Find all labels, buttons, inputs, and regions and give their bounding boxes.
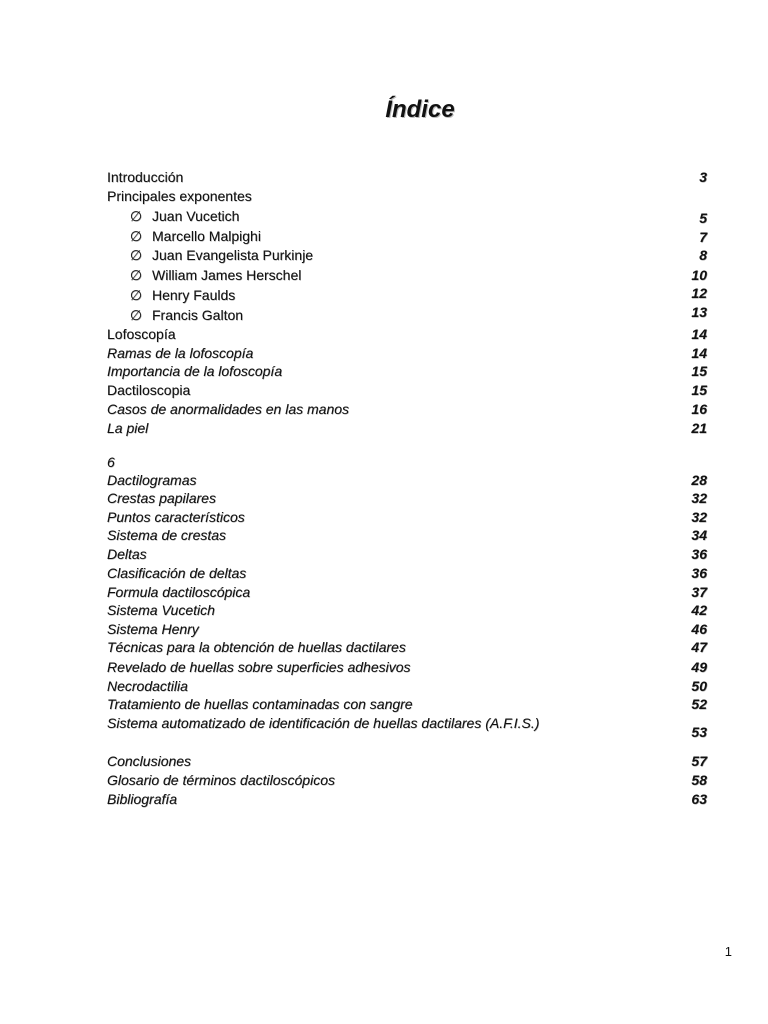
- toc-entry-label: William James Herschel: [152, 267, 302, 283]
- toc-entry-page: 21: [691, 420, 707, 436]
- empty-set-bullet-icon: ∅: [129, 247, 143, 263]
- toc-entry: [107, 695, 707, 714]
- toc-entry: [107, 508, 707, 527]
- toc-entry-label: Clasificación de deltas: [107, 565, 247, 581]
- toc-entry-page: 14: [691, 345, 707, 361]
- toc-entry-page: 12: [691, 285, 707, 301]
- empty-set-bullet-icon: ∅: [129, 287, 143, 303]
- toc-entry: [107, 583, 707, 602]
- toc-entry: [107, 344, 707, 363]
- toc-entry-page: 50: [691, 678, 707, 694]
- toc-entry-label: Puntos característicos: [107, 509, 245, 525]
- toc-entry-label: Conclusiones: [107, 753, 192, 769]
- empty-set-bullet-icon: ∅: [129, 307, 143, 323]
- toc-entry: [107, 677, 707, 696]
- toc-subentry: [107, 207, 707, 226]
- toc-entry-page: 10: [691, 267, 707, 283]
- toc-entry-label: Sistema automatizado de identificación de huellas dactilares (A.F.I.S.): [107, 715, 540, 731]
- toc-entry-page: 32: [691, 490, 707, 506]
- toc-entry-page: 16: [691, 401, 707, 417]
- toc-entry-page: 37: [691, 584, 707, 600]
- toc-entry: [107, 658, 707, 677]
- toc-entry-label: Principales exponentes: [107, 188, 252, 204]
- toc-entry-page: 7: [699, 229, 707, 245]
- toc-entry: [107, 400, 707, 419]
- toc-subentry: [107, 266, 707, 285]
- toc-entry-page: 14: [691, 326, 707, 342]
- toc-entry-label: Formula dactiloscópica: [107, 584, 251, 600]
- toc-entry: [107, 381, 707, 400]
- toc-entry: [107, 362, 707, 381]
- page-title: Índice: [385, 96, 455, 123]
- toc-entry: [107, 714, 707, 740]
- toc-entry-label: Marcello Malpighi: [152, 228, 261, 244]
- toc-entry-label: Introducción: [107, 169, 184, 185]
- toc-entry-page: 63: [691, 791, 707, 807]
- toc-entry-label: La piel: [107, 420, 149, 436]
- toc-entry: [107, 489, 707, 508]
- toc-entry-page: 28: [691, 472, 707, 488]
- toc-entry: [107, 771, 707, 790]
- toc-entry-page: 52: [691, 696, 707, 712]
- toc-entry-page: 32: [691, 509, 707, 525]
- toc-subentry: [107, 306, 707, 325]
- toc-entry-page: 5: [699, 210, 707, 226]
- toc-entry-label: Casos de anormalidades en las manos: [107, 401, 350, 417]
- toc-entry-label: Importancia de la lofoscopía: [107, 363, 283, 379]
- toc-entry-page: 49: [691, 659, 707, 675]
- toc-subentry: [107, 246, 707, 265]
- toc-entry: [107, 187, 707, 206]
- toc-entry-label: Tratamiento de huellas contaminadas con sangre: [107, 696, 413, 712]
- toc-entry-label: Juan Vucetich: [152, 208, 240, 224]
- toc-entry-label: Revelado de huellas sobre superficies adhesivos: [107, 659, 411, 675]
- toc-entry-page: 42: [691, 602, 707, 618]
- toc-entry: [107, 545, 707, 564]
- toc-entry-page: 8: [699, 247, 707, 263]
- toc-entry-label: 6: [107, 454, 115, 470]
- toc-entry: [107, 638, 707, 657]
- toc-entry: [107, 564, 707, 583]
- empty-set-bullet-icon: ∅: [129, 208, 143, 224]
- toc-entry: [107, 453, 707, 472]
- toc-entry-label: Lofoscopía: [107, 326, 176, 342]
- toc-entry: [107, 419, 707, 438]
- toc-entry-label: Necrodactilia: [107, 678, 188, 694]
- toc-entry-page: 46: [691, 621, 707, 637]
- toc-entry-page: 36: [691, 546, 707, 562]
- toc-entry-label: Sistema Vucetich: [107, 602, 215, 618]
- toc-entry-page: 36: [691, 565, 707, 581]
- toc-entry-label: Henry Faulds: [152, 287, 236, 303]
- toc-entry-label: Deltas: [107, 546, 147, 562]
- toc-entry-page: 58: [691, 772, 707, 788]
- toc-entry-page: 13: [691, 304, 707, 320]
- toc-entry-label: Crestas papilares: [107, 490, 216, 506]
- toc-entry: [107, 752, 707, 771]
- toc-entry-page: 34: [691, 527, 707, 543]
- toc-entry-label: Dactilogramas: [107, 472, 197, 488]
- toc-entry-page: 15: [691, 382, 707, 398]
- toc-entry-page: 57: [691, 753, 707, 769]
- toc-entry: [107, 526, 707, 545]
- toc-entry-page: 47: [691, 639, 707, 655]
- toc-entry: [107, 325, 707, 344]
- page-number: 1: [724, 944, 732, 959]
- toc-entry-label: Glosario de términos dactiloscópicos: [107, 772, 335, 788]
- toc-entry-label: Francis Galton: [152, 307, 244, 323]
- toc-entry: [107, 790, 707, 809]
- empty-set-bullet-icon: ∅: [129, 267, 143, 283]
- toc-entry-label: Ramas de la lofoscopía: [107, 345, 254, 361]
- toc-entry-label: Juan Evangelista Purkinje: [152, 247, 314, 263]
- toc-entry-label: Sistema Henry: [107, 621, 199, 637]
- toc-entry-label: Bibliografía: [107, 791, 178, 807]
- toc-entry: [107, 168, 707, 187]
- toc-entry: [107, 471, 707, 490]
- toc-entry-page: 53: [691, 724, 707, 740]
- toc-entry: [107, 601, 707, 620]
- empty-set-bullet-icon: ∅: [129, 228, 143, 244]
- toc-entry-page: 15: [691, 363, 707, 379]
- toc-entry-label: Sistema de crestas: [107, 527, 227, 543]
- toc-subentry: [107, 286, 707, 305]
- toc-entry-page: 3: [699, 169, 707, 185]
- toc-subentry: [107, 227, 707, 246]
- toc-entry-label: Dactiloscopia: [107, 382, 191, 398]
- toc-entry-label: Técnicas para la obtención de huellas dactilares: [107, 639, 406, 655]
- toc-entry: [107, 620, 707, 639]
